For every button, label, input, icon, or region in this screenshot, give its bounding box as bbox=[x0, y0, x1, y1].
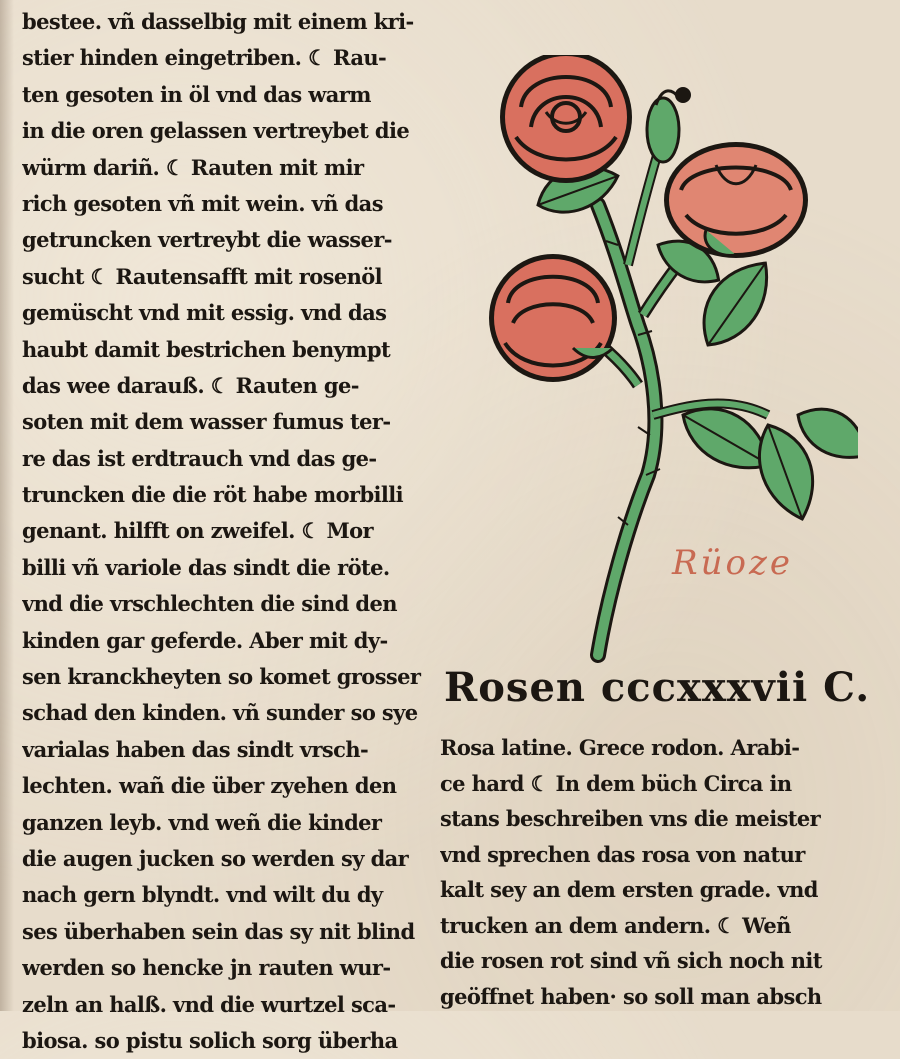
text-line: sen kranckheyten so komet grosser bbox=[22, 664, 421, 690]
rose-woodcut-illustration bbox=[478, 55, 858, 665]
text-line: ten gesoten in öl vnd das warm bbox=[22, 81, 371, 107]
text-line: zeln an halß. vnd die wurtzel sca- bbox=[22, 991, 396, 1017]
section-heading: Rosen cccxxxvii C. bbox=[444, 664, 871, 711]
text-line: haubt damit bestrichen benympt bbox=[22, 336, 391, 362]
text-line: das wee darauß. ☾ Rauten ge- bbox=[22, 372, 359, 398]
text-line: re das ist erdtrauch vnd das ge- bbox=[22, 445, 377, 471]
text-line: geöffnet haben· so soll man absch bbox=[440, 983, 822, 1009]
rose-flower bbox=[500, 55, 632, 183]
text-line: kinden gar geferde. Aber mit dy- bbox=[22, 627, 388, 653]
text-line: lechten. wañ die über zyehen den bbox=[22, 773, 397, 799]
text-line: bestee. vñ dasselbig mit einem kri- bbox=[22, 9, 414, 34]
text-line: nach gern blyndt. vnd wilt du dy bbox=[22, 882, 383, 908]
rose-flower bbox=[664, 142, 808, 258]
text-line: stans beschreiben vns die meister bbox=[440, 806, 821, 831]
text-line: billi vñ variole das sindt die röte. bbox=[22, 554, 390, 580]
text-line: vnd sprechen das rosa von natur bbox=[440, 841, 805, 867]
text-line: gemüscht vnd mit essig. vnd das bbox=[22, 300, 387, 326]
text-line: stier hinden eingetriben. ☾ Rau- bbox=[22, 45, 387, 71]
text-line: werden so hencke jn rauten wur- bbox=[22, 955, 391, 981]
illustration-caption: Rüoze bbox=[672, 543, 794, 583]
text-line: varialas haben das sindt vrsch- bbox=[22, 736, 369, 762]
right-text-column bbox=[440, 730, 850, 1014]
rose-bud bbox=[647, 87, 691, 162]
left-text-column bbox=[22, 4, 422, 1059]
text-line: die augen jucken so werden sy dar bbox=[22, 845, 409, 871]
text-line: ce hard ☾ In dem büch Circa in bbox=[440, 770, 792, 796]
text-line: die rosen rot sind vñ sich noch nit bbox=[440, 948, 822, 973]
text-line: genant. hilfft on zweifel. ☾ Mor bbox=[22, 518, 373, 544]
text-line: biosa. so pistu solich sorg überha bbox=[22, 1027, 398, 1053]
text-line: würm dariñ. ☾ Rauten mit mir bbox=[22, 154, 364, 180]
text-line: kalt sey an dem ersten grade. vnd bbox=[440, 877, 818, 902]
text-line: Rosa latine. Grece rodon. Arabi- bbox=[440, 735, 800, 760]
text-line: in die oren gelassen vertreybet die bbox=[22, 118, 410, 144]
text-line: sucht ☾ Rautensafft mit rosenöl bbox=[22, 263, 383, 289]
text-line: trucken an dem andern. ☾ Weñ bbox=[440, 912, 791, 938]
rose-flower bbox=[489, 254, 617, 382]
text-line: soten mit dem wasser fumus ter- bbox=[22, 409, 391, 435]
text-line: truncken die die röt habe morbilli bbox=[22, 482, 404, 508]
text-line: schad den kinden. vñ sunder so sye bbox=[22, 700, 418, 726]
page-edge-shadow bbox=[0, 0, 14, 1011]
text-line: ganzen leyb. vnd weñ die kinder bbox=[22, 809, 382, 835]
text-line: ses überhaben sein das sy nit blind bbox=[22, 918, 415, 944]
text-line: rich gesoten vñ mit wein. vñ das bbox=[22, 190, 383, 216]
text-line: getruncken vertreybt die wasser- bbox=[22, 227, 392, 253]
text-line: vnd die vrschlechten die sind den bbox=[22, 591, 397, 617]
